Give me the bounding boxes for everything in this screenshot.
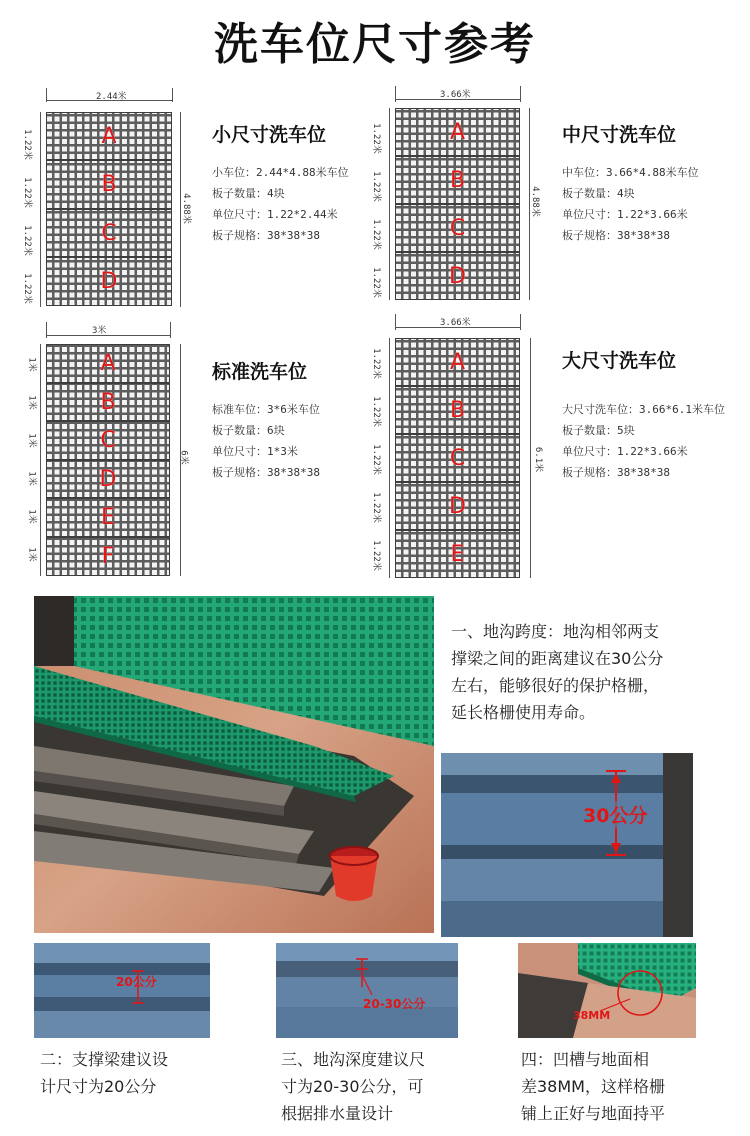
note-line: 计尺寸为20公分 — [40, 1077, 157, 1096]
grating-panel — [46, 460, 170, 498]
note-line: 寸为20-30公分，可 — [281, 1077, 424, 1096]
height-label: 6.1米 — [533, 446, 544, 473]
row-label: 1.22米 — [370, 348, 381, 379]
panel-letter: A — [449, 119, 466, 145]
grating-panel — [46, 537, 170, 576]
spec-line: 板子数量：4块 — [562, 187, 635, 200]
row-label: 1.22米 — [21, 177, 32, 208]
row-label: 1米 — [26, 357, 37, 372]
panel-letter: B — [101, 172, 117, 197]
page-title: 洗车位尺寸参考 — [214, 19, 536, 70]
panel-letter: D — [99, 466, 117, 492]
note-groove — [521, 1046, 665, 1127]
grating-panel — [395, 338, 520, 386]
size-heading: 中尺寸洗车位 — [562, 124, 677, 146]
trench-photo-illustration — [34, 596, 434, 933]
grating-panel — [46, 421, 170, 460]
width-label: 2.44米 — [96, 92, 127, 102]
note-line: 四：凹槽与地面相 — [521, 1050, 650, 1069]
span-photo-illustration — [441, 753, 693, 937]
panel-letter: D — [449, 493, 466, 519]
panel-letter: A — [449, 349, 466, 375]
grating-panel — [395, 108, 520, 156]
note-line: 一、地沟跨度：地沟相邻两支 — [451, 622, 660, 641]
note-line: 铺上正好与地面持平 — [521, 1104, 666, 1123]
row-label: 1.22米 — [21, 225, 32, 256]
panel-letter: E — [450, 541, 465, 567]
spec-line: 板子数量：5块 — [562, 424, 635, 437]
note-line: 三、地沟深度建议尺 — [281, 1050, 426, 1069]
panel-letter: D — [449, 263, 466, 289]
span-photo — [441, 753, 693, 937]
spec-line: 小车位：2.44*4.88米车位 — [212, 166, 349, 179]
grating-panel — [395, 482, 520, 530]
groove-label: 38MM — [573, 1009, 611, 1022]
size-heading: 大尺寸洗车位 — [562, 350, 677, 372]
row-dimension-line — [40, 344, 41, 576]
height-label: 6米 — [178, 450, 189, 465]
grating-panel — [46, 160, 172, 209]
row-label: 1.22米 — [370, 540, 381, 571]
width-dimension-line — [46, 335, 171, 336]
size-heading: 小尺寸洗车位 — [212, 124, 327, 146]
spec-line: 单位尺寸：1.22*2.44米 — [212, 208, 338, 221]
note-line: 根据排水量设计 — [281, 1104, 394, 1123]
beam-photo-illustration — [34, 943, 210, 1038]
spec-line: 板子规格：38*38*38 — [212, 229, 320, 242]
grating-panel — [395, 156, 520, 204]
row-dimension-line — [389, 338, 390, 578]
panel-letter: C — [449, 215, 466, 241]
grating-panel — [395, 386, 520, 434]
width-label: 3.66米 — [440, 90, 471, 100]
spec-line: 单位尺寸：1.22*3.66米 — [562, 445, 688, 458]
groove-photo — [518, 943, 696, 1038]
spec-line: 板子规格：38*38*38 — [212, 466, 320, 479]
row-dimension-line — [389, 108, 390, 300]
row-label: 1.22米 — [21, 129, 32, 160]
panel-letter: F — [101, 544, 115, 569]
height-label: 4.88米 — [180, 193, 191, 224]
height-label: 4.88米 — [529, 186, 540, 217]
grating-panel — [395, 204, 520, 252]
row-label: 1米 — [26, 547, 37, 562]
spec-line: 单位尺寸：1.22*3.66米 — [562, 208, 688, 221]
grating-panel — [395, 252, 520, 300]
panel-letter: A — [100, 351, 116, 376]
panel-letter: C — [101, 220, 117, 246]
panel-letter: B — [449, 167, 466, 193]
height-dimension-line — [530, 338, 531, 578]
grating-panel — [46, 257, 172, 306]
spec-line: 板子规格：38*38*38 — [562, 229, 670, 242]
width-label: 3米 — [92, 326, 107, 336]
groove-photo-illustration — [518, 943, 696, 1038]
note-depth — [281, 1046, 425, 1127]
depth-label: 20-30公分 — [363, 997, 426, 1011]
span-label: 30公分 — [581, 801, 649, 828]
width-label: 3.66米 — [440, 318, 471, 328]
note-line: 左右，能够很好的保护格栅， — [451, 676, 660, 695]
spec-line: 单位尺寸：1*3米 — [212, 445, 298, 458]
grating-panel — [46, 112, 172, 160]
row-label: 1米 — [26, 395, 37, 410]
spec-line: 中车位：3.66*4.88米车位 — [562, 166, 699, 179]
trench-photo — [34, 596, 434, 933]
row-label: 1米 — [26, 471, 37, 486]
note-trench-span — [451, 618, 663, 726]
spec-line: 板子规格：38*38*38 — [562, 466, 670, 479]
grating-panel — [46, 383, 170, 421]
spec-line: 板子数量：4块 — [212, 187, 285, 200]
beam-label: 20公分 — [116, 975, 157, 989]
grating-panel — [46, 498, 170, 537]
note-line: 延长格栅使用寿命。 — [451, 703, 596, 722]
row-label: 1米 — [26, 509, 37, 524]
row-label: 1.22米 — [370, 492, 381, 523]
size-heading: 标准洗车位 — [212, 361, 308, 383]
panel-letter: E — [101, 505, 115, 530]
row-label: 1.22米 — [370, 396, 381, 427]
panel-letter: A — [101, 123, 117, 149]
grating-panel — [395, 530, 520, 578]
depth-photo-illustration — [276, 943, 458, 1038]
row-label: 1.22米 — [370, 219, 381, 250]
row-label: 1.22米 — [370, 171, 381, 202]
depth-photo — [276, 943, 458, 1038]
panel-letter: B — [449, 397, 466, 423]
note-line: 差38MM，这样格栅 — [521, 1077, 665, 1096]
panel-letter: B — [100, 389, 116, 415]
note-beam — [40, 1046, 168, 1100]
note-line: 撑梁之间的距离建议在30公分 — [451, 649, 664, 668]
grating-panel — [46, 344, 170, 383]
row-label: 1.22米 — [370, 444, 381, 475]
note-line: 二：支撑梁建议设 — [40, 1050, 169, 1069]
panel-letter: C — [449, 445, 466, 471]
spec-line: 大尺寸洗车位：3.66*6.1米车位 — [562, 403, 725, 416]
beam-photo — [34, 943, 210, 1038]
row-label: 1.22米 — [370, 123, 381, 154]
spec-line: 标准车位：3*6米车位 — [212, 403, 320, 416]
row-label: 1.22米 — [370, 267, 381, 298]
row-label: 1.22米 — [21, 273, 32, 304]
row-dimension-line — [40, 112, 41, 307]
grating-panel — [395, 434, 520, 482]
grating-panel — [46, 209, 172, 257]
spec-line: 板子数量：6块 — [212, 424, 285, 437]
panel-letter: D — [100, 269, 118, 294]
panel-letter: C — [100, 428, 116, 453]
row-label: 1米 — [26, 433, 37, 448]
